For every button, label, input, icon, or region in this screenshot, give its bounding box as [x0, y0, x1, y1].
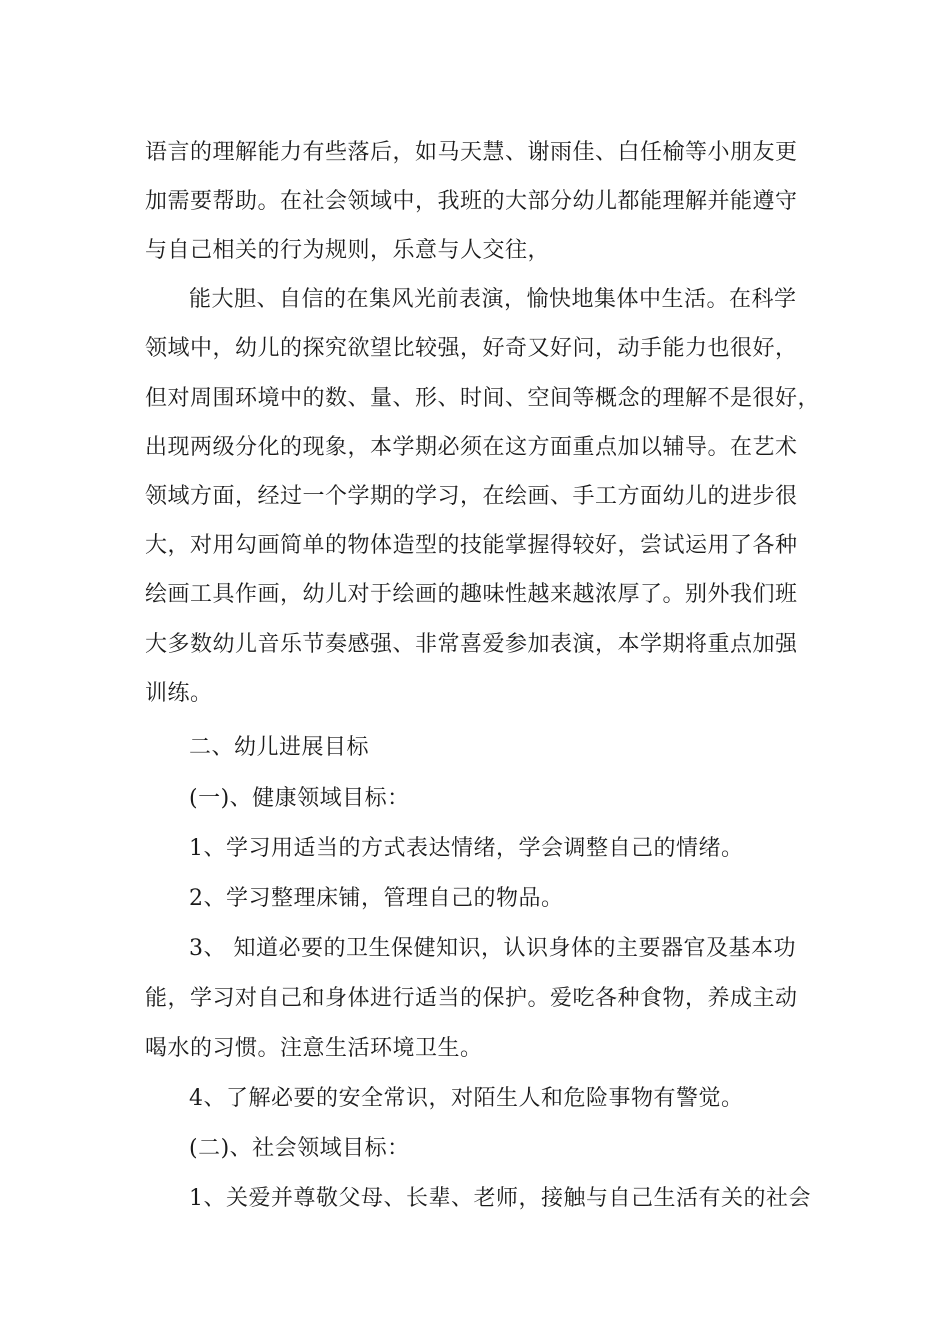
text-line: 加需要帮助。在社会领域中，我班的大部分幼儿都能理解并能遵守	[145, 189, 798, 214]
text-line: 语言的理解能力有些落后，如马天慧、谢雨佳、白任榆等小朋友更	[145, 140, 798, 165]
text-line: 但对周围环境中的数、量、形、时间、空间等概念的理解不是很好，	[145, 386, 821, 411]
list-item: 3、 知道必要的卫生保健知识，认识身体的主要器官及基本功	[189, 936, 796, 961]
section-heading: 二、幼儿进展目标	[189, 735, 370, 760]
list-item: 4、了解必要的安全常识，对陌生人和危险事物有警觉。	[189, 1086, 744, 1111]
text-line: 绘画工具作画，幼儿对于绘画的趣味性越来越浓厚了。别外我们班	[145, 582, 798, 607]
subsection-heading: (二)、社会领域目标：	[189, 1136, 410, 1161]
paragraph-start-line: 能大胆、自信的在集风光前表演，愉快地集体中生活。在科学	[189, 287, 797, 312]
text-line: 与自己相关的行为规则，乐意与人交往，	[145, 238, 551, 263]
text-line: 出现两级分化的现象，本学期必须在这方面重点加以辅导。在艺术	[145, 435, 798, 460]
list-item: 1、关爱并尊敬父母、长辈、老师，接触与自己生活有关的社会	[189, 1186, 811, 1211]
text-line: 领域方面，经过一个学期的学习，在绘画、手工方面幼儿的进步很	[145, 484, 798, 509]
text-line: 训练。	[145, 681, 213, 706]
text-line: 大，对用勾画简单的物体造型的技能掌握得较好，尝试运用了各种	[145, 533, 798, 558]
subsection-heading: (一)、健康领域目标：	[189, 786, 410, 811]
text-line: 领域中，幼儿的探究欲望比较强，好奇又好问，动手能力也很好，	[145, 336, 798, 361]
text-line: 能，学习对自己和身体进行适当的保护。爱吃各种食物，养成主动	[145, 986, 798, 1011]
text-line: 大多数幼儿音乐节奏感强、非常喜爱参加表演，本学期将重点加强	[145, 632, 798, 657]
text-line: 喝水的习惯。注意生活环境卫生。	[145, 1036, 483, 1061]
list-item: 2、学习整理床铺，管理自己的物品。	[189, 886, 564, 911]
list-item: 1、学习用适当的方式表达情绪，学会调整自己的情绪。	[189, 836, 744, 861]
